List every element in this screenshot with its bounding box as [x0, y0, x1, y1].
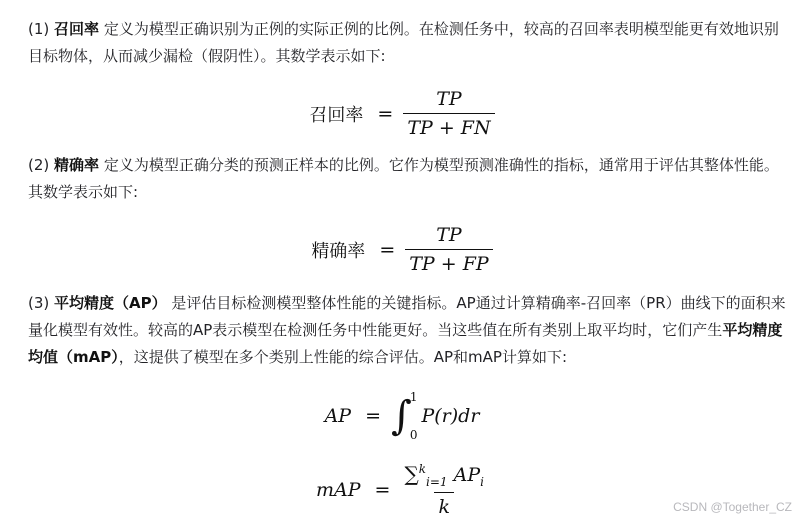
integral-limits	[410, 390, 418, 442]
integral-upper: 1	[409, 390, 418, 404]
ap-number: (3)	[28, 294, 50, 312]
ap-text2: ，这提供了模型在多个类别上性能的综合评估。AP和mAP计算如下:	[118, 348, 568, 366]
precision-fraction	[405, 224, 492, 275]
sum-lower: i=1	[426, 475, 448, 489]
precision-denominator: TP + FP	[405, 249, 492, 275]
recall-number: (1)	[28, 20, 50, 38]
integral-sign	[391, 390, 417, 442]
map-term: 平均精度均值（mAP）	[28, 321, 783, 366]
precision-number: (2)	[28, 156, 50, 174]
map-fraction	[400, 462, 488, 518]
sum-symbol: ∑	[404, 462, 419, 486]
recall-paragraph	[28, 16, 788, 70]
recall-formula-lhs: 召回率	[309, 104, 364, 126]
sum-upper: k	[418, 462, 427, 476]
precision-paragraph	[28, 152, 788, 206]
recall-denominator: TP + FN	[403, 113, 494, 139]
map-formula-lhs: mAP	[316, 479, 361, 501]
map-formula-eq: =	[374, 479, 391, 501]
precision-formula-eq: =	[379, 238, 396, 261]
integral-symbol-icon: ∫	[391, 393, 412, 439]
ap-integrand: P(r)dr	[421, 405, 480, 427]
recall-term: 召回率	[54, 20, 100, 38]
precision-term: 精确率	[54, 156, 100, 174]
map-denominator: k	[434, 492, 454, 518]
recall-formula-eq: =	[377, 102, 394, 125]
ap-term: 平均精度（AP）	[54, 294, 167, 312]
map-term-ap: AP	[453, 464, 481, 486]
map-numerator	[400, 462, 488, 492]
watermark: CSDN @Together_CZ	[673, 500, 792, 514]
map-term-sub: i	[480, 475, 484, 489]
ap-paragraph	[28, 290, 788, 371]
recall-numerator: TP	[436, 88, 462, 110]
precision-formula-lhs: 精确率	[311, 240, 366, 262]
ap-formula-lhs: AP	[324, 405, 352, 427]
integral-lower: 0	[409, 428, 418, 442]
recall-formula	[0, 88, 804, 139]
recall-text: 定义为模型正确识别为正例的实际正例的比例。在检测任务中，较高的召回率表明模型能更有效地识别目标物体，从而减少漏检（假阴性）。其数学表示如下:	[28, 20, 779, 65]
ap-text1: 是评估目标检测模型整体性能的关键指标。AP通过计算精确率-召回率（PR）曲线下的面积来量化模型有效性。较高的AP表示模型在检测任务中性能更好。当这些值在所有类别上取平均时，它们产生	[28, 294, 786, 339]
precision-formula	[0, 224, 804, 275]
ap-formula	[0, 390, 804, 442]
precision-text: 定义为模型正确分类的预测正样本的比例。它作为模型预测准确性的指标，通常用于评估其整体性能。其数学表示如下:	[28, 156, 779, 201]
ap-formula-eq: =	[365, 405, 381, 427]
recall-fraction	[403, 88, 494, 139]
precision-numerator: TP	[436, 224, 462, 246]
